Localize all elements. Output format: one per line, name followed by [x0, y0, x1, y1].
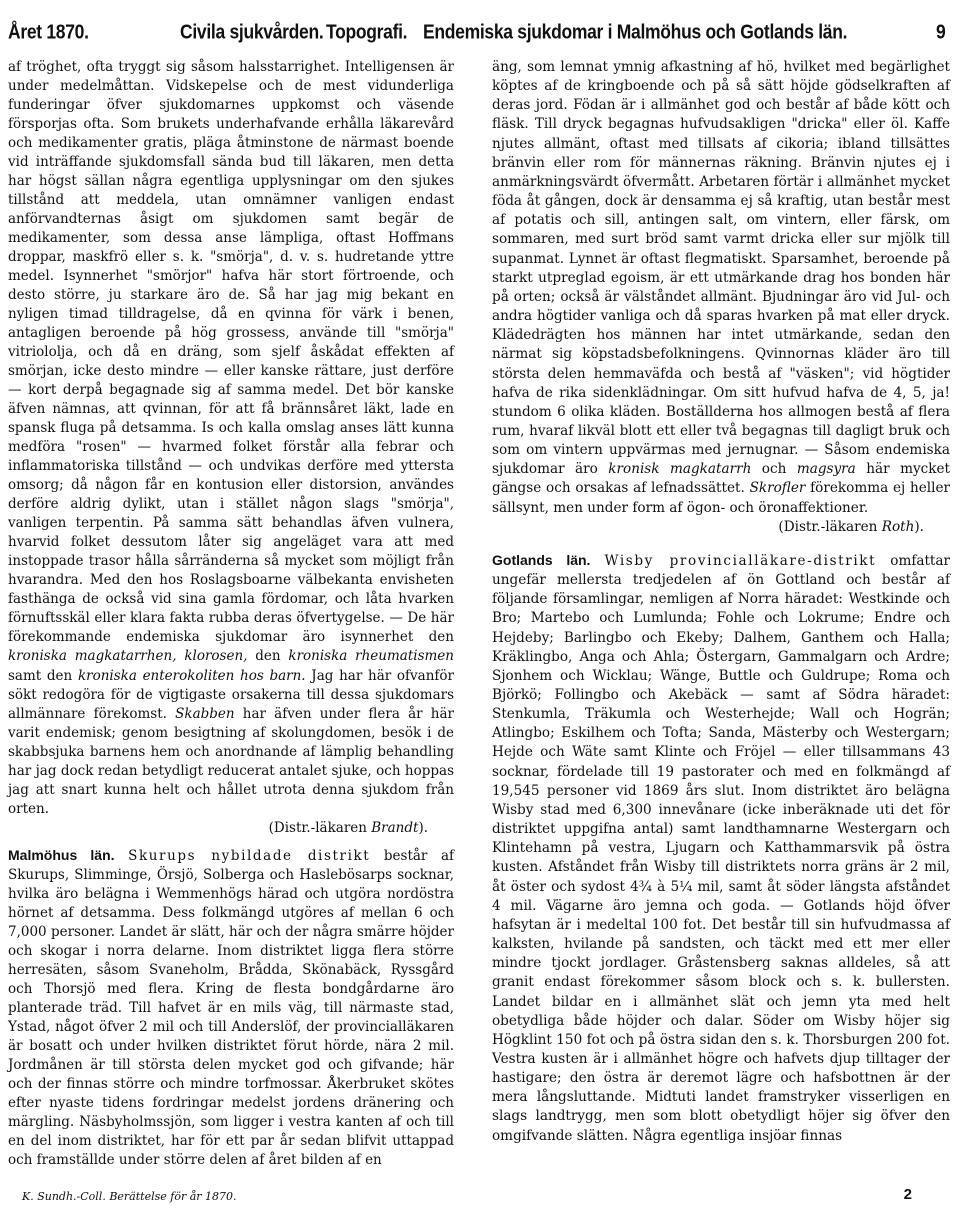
left-paragraph-1: af tröghet, ofta tryggt sig såsom halsstarrighet. Intelligensen är under medelmåttan. Vidskepelse och de mest vidunderliga funderingar öfver sjukdomarnes uppkomst och väsende försporjas ofta. Som brukets underhafvande erhålla läkarevård och medikamenter gratis, pläga åtminstone de närmast boende vid inträffande sjukdomsfall sända bud till läkaren, men detta har högst sällan några egentliga upplysningar om den sjukes tillstånd att meddela, utan omnämner vanligen endast anförvandternas åsigt om sjukdomen samt begär de medikamenter, som dessa anse lämpliga, oftast Hoffmans droppar, maskfrö eller s. k. "smörja", d. v. s. hudretande yttre medel. Isynnerhet "smörjor" hafva här stort förtroende, och desto större, ju starkare äro de. Så har jag mig bekant en nyligen timad tilldragelse, då en qvinna för värk i benen, antagligen beroende på hög grossess, använde till "smörja" vitriololja, och då en dräng, som sjelf åskådat effekten af smörjan, icke desto mindre — eller kanske rättare, just derföre — kort derpå begagnade sig af samma medel. Det bör kanske äfven nämnas, att qvinnan, för att få brännsåret läkt, lade en spansk fluga på detsamma. Is och kalla omslag anses lätt kunna medföra "rosen" — hvarmed folket förstår alla febrar och inflammatoriska tillstånd — och undvikas derföre med yttersta omsorg; då någon får en kontusion eller distorsion, användes derföre aldrig dylikt, utan i stället någon slags "smörja", vanligen terpentin. På samma sätt behandlas äfven vulnera, hvarvid folket dessutom låter sig angeläget vara att med instoppade trasor hålla sårränderna så mycket som möjligt från hvarandra. Med den hos Roslagsboarne välbekanta envisheten fasthänga de också vid sina gamla fördomar, och låta hvarken förnuftsskäl eller klara fakta rubba deras öfvertygelse. — De här förekommande endemiska sjukdomar äro isynnerhet den kroniska magkatarrhen, klorosen, den kroniska rheumatismen samt den kroniska enterokoliten hos barn. Jag har här ofvanför sökt redogöra för de vigtigaste orsakerna till dessa sjukdomars allmännare förekomst. Skabben har äfven under flera år här varit endemisk; genom besigtning af skolungdomen, besök i de skabbsjuka barnens hem och anordnande af lämplig behandling har jag dock redan betydligt reducerat antalet sjuke, och hoppas jag att snart kunna helt och hållet utrota denna sjukdom från orten.: [8, 59, 454, 817]
right-paragraph-1: äng, som lemnat ymnig afkastning af hö, hvilket med begärlighet köptes af de kringboende och på så sätt höjde gödselkraften af deras jord. Födan är i allmänhet god och består af både kött och fläsk. Till dryck begagnas hufvudsakligen "dricka" eller öl. Kaffe njutes allmänt, oftast med tillsats af cikoria; ibland tillsättes bränvin eller rom för männernas räkning. Bränvin njutes ej i anmärkningsvärdt öfvermått. Arbetaren förtär i allmänhet mycket föda åt gången, dock är densamma ej så kraftig, utan består mest af potatis och sill, antingen salt, om vintern, eller färsk, om sommaren, med surt bröd samt varmt dricka eller sur mjölk till supanmat. Lynnet är oftast flegmatiskt. Sparsamhet, beroende på starkt utpreglad egoism, är ett utmärkande drag hos bonden här på orten; också är välståndet allmänt. Bjudningar äro vid Jul- och andra högtider vanliga och då sparas hvarken på mat eller dryck. Klädedrägten hos männen har intet utmärkande, sedan den närmat sig köpstadsbefolkningens. Qvinnornas kläder äro till största delen hemmaväfda och bestå af "väsken"; vid högtider hafva de rika sidenklädningar. Om sitt hufvud hafva de 4, 5, ja! stundom 6 olika kläden. Boställderna hos allmogen bestå af flera rum, hvaraf likväl blott ett eller två begagnas till dagligt bruk och som om vintern uppvärmas med jernugnar. — Såsom endemiska sjukdomar äro kronisk magkatarrh och magsyra här mycket gängse och orsakas af lefnadssättet. Skrofler förekomma ej heller sällsynt, men under form af ögon- och öronaffektioner.: [492, 59, 951, 516]
header-section: Civila sjukvården.: [180, 20, 324, 43]
header-year: Året 1870.: [8, 20, 89, 43]
page-number: 9: [936, 20, 946, 43]
section-heading-gotland: Gotlands län.: [492, 551, 591, 568]
right-column: [492, 58, 950, 1146]
left-signature: (Distr.-läkaren Brandt).: [268, 819, 428, 836]
section-heading-malmohus: Malmöhus län.: [8, 846, 115, 863]
footer-signature-mark: 2: [903, 1186, 912, 1203]
right-paragraph-2: Gotlands län. Wisby provincialläkare-distrikt omfattar ungefär mellersta tredjedelen af ön Gottland och består af följande församlingar, nemligen af Norra häradet: Westkinde och Bro; Martebo och Lumlunda; Fohle och Lokrume; Endre och Hejdeby; Barlingbo och Ekeby; Dalhem, Ganthem och Halla; Kräklingbo, Anga och Ahla; Östergarn, Gammalgarn och Ardre; Sjonhem och Wicklau; Wänge, Buttle och Guldrupe; Roma och Björkö; Follingbo och Akebäck — samt af Södra häradet: Stenkumla, Träkumla och Westerhejde; Wall och Hogrän; Atlingbo; Eskilhem och Tofta; Sanda, Mästerby och Westergarn; Hejde och Wäte samt Klinte och Fröjel — eller tillsammans 43 socknar, fördelade till 19 pastorater och med en folkmängd af 19,545 personer vid 1869 års slut. Inom distriktet äro belägna Wisby stad med 6,300 innevånare (icke inberäknade uti det för distriktet uppgifna antal) samt landthamnarne Westergarn och Klintehamn på vestra, Ljugarn och Katthammarsvik på östra kusten. Afståndet från Wisby till distriktets norra gräns är 2 mil, åt öster och sydost 4¾ à 5¼ mil, samt åt söder längsta afståndet 4 mil. Vägarne äro jemna och goda. — Gotlands höjd öfver hafsytan är i medeltal 100 fot. Det består till sin hufvudmassa af kalksten, hvilande på sandsten, och täckt med ett mer eller mindre tjockt jordlager. Gråstensberg saknas alldeles, så att granit endast förekommer såsom block och s. k. bullersten. Landet bildar en i allmänhet slät och jemn yta med helt obetydliga både höjder och dalar. Söder om Wisby höjer sig Högklint 150 fot och på östra sidan den s. k. Thorsburgen 200 fot. Vestra kusten är i allmänhet högre och hafvets djup tilltager der hastigare; den östra är deremot lägre och hafsbottnen är der mera långsluttande. Midtuti landet framstryker visserligen en slags landtrygg, men som blott obetydligt höjer sig öfver den omgifvande slätten. Några egentliga insjöar finnas: [492, 551, 951, 1144]
right-signature: (Distr.-läkaren Roth).: [778, 518, 924, 535]
header-topic: Topografi.: [326, 20, 408, 43]
page-footer: [8, 1186, 952, 1210]
footer-source: K. Sundh.-Coll. Berättelse för år 1870.: [22, 1190, 237, 1203]
left-column: [8, 58, 454, 1170]
left-paragraph-2: Malmöhus län. Skurups nybildade distrikt består af Skurups, Slimminge, Örsjö, Solberga och Haslebösarps socknar, hvilka äro belägna i Wemmenhögs härad och utgöra nordöstra hörnet af detsamma. Dess folkmängd utgöres af mellan 6 och 7,000 personer. Landet är slätt, här och der några smärre höjder och skogar i norra delarne. Inom distriktet ligga flera större herresäten, såsom Svaneholm, Brådda, Skönabäck, Ryssgård och Thorsjö med flera. Kring de flesta bondgårdarne äro planterade träd. Till hafvet är en mils väg, till närmaste stad, Ystad, något öfver 2 mil och till Anderslöf, der provincialläkaren är bosatt och under hvilken distriktet förut hörde, nära 2 mil. Jordmånen är till största delen mycket god och gifvande; här och der finnas större och mindre torfmossar. Åkerbruket skötes efter nyaste tidens fordringar medelst jordens dränering och märgling. Näsbyholmssjön, som ligger i vestra kanten af och till en del inom distriktet, har för ett par år sedan blifvit uttappad och framställde under större delen af året bilden af en: [8, 846, 454, 1168]
header-subject: Endemiska sjukdomar i Malmöhus och Gotlands län.: [423, 20, 848, 43]
running-header: [8, 20, 952, 55]
